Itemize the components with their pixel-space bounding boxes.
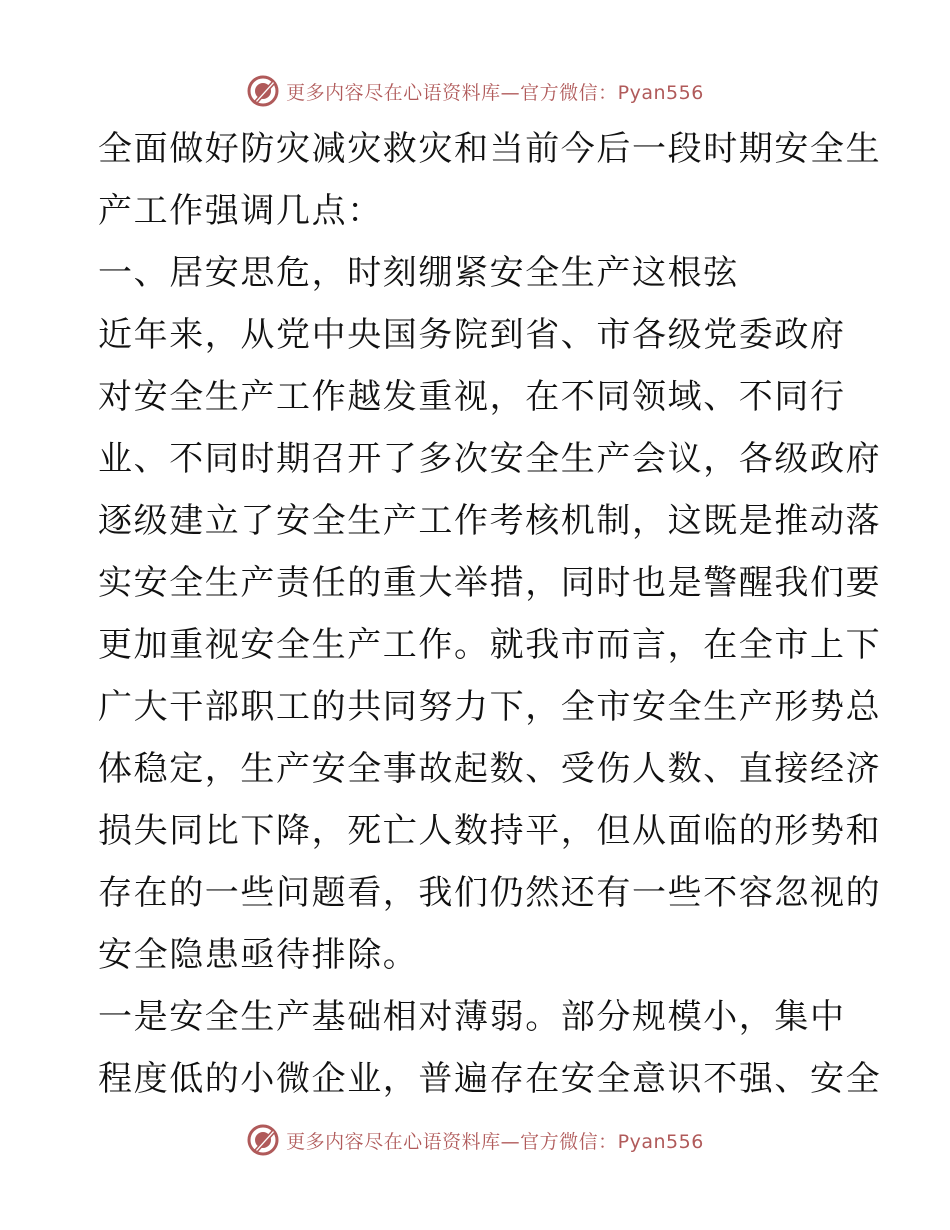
pen-logo-icon [246, 74, 280, 108]
text-line: 体稳定，生产安全事故起数、受伤人数、直接经济 [98, 749, 882, 789]
watermark-text: 更多内容尽在心语资料库—官方微信：Pyan556 [286, 1130, 704, 1153]
text-line: 广大干部职工的共同努力下，全市安全生产形势总 [98, 687, 882, 727]
text-line: 程度低的小微企业，普遍存在安全意识不强、安全 [98, 1059, 882, 1099]
text-line: 全面做好防灾减灾救灾和当前今后一段时期安全生 [98, 129, 882, 169]
text-line: 业、不同时期召开了多次安全生产会议，各级政府 [98, 439, 882, 479]
text-line: 产工作强调几点： [98, 191, 383, 231]
text-line: 安全隐患亟待排除。 [98, 935, 419, 975]
text-line: 存在的一些问题看，我们仍然还有一些不容忽视的 [98, 873, 882, 913]
pen-logo-icon [246, 1123, 280, 1157]
text-line: 逐级建立了安全生产工作考核机制，这既是推动落 [98, 501, 882, 541]
text-line: 一是安全生产基础相对薄弱。部分规模小，集中 [98, 997, 846, 1037]
watermark-header [0, 71, 950, 111]
document-body [98, 118, 882, 1110]
text-line: 对安全生产工作越发重视，在不同领域、不同行 [98, 377, 846, 417]
watermark-text: 更多内容尽在心语资料库—官方微信：Pyan556 [286, 81, 704, 104]
section-heading: 一、居安思危，时刻绷紧安全生产这根弦 [98, 253, 739, 293]
text-line: 损失同比下降，死亡人数持平，但从面临的形势和 [98, 811, 882, 851]
text-line: 近年来，从党中央国务院到省、市各级党委政府 [98, 315, 846, 355]
text-line: 实安全生产责任的重大举措，同时也是警醒我们要 [98, 563, 882, 603]
watermark-footer [0, 1120, 950, 1160]
text-line: 更加重视安全生产工作。就我市而言，在全市上下 [98, 625, 882, 665]
